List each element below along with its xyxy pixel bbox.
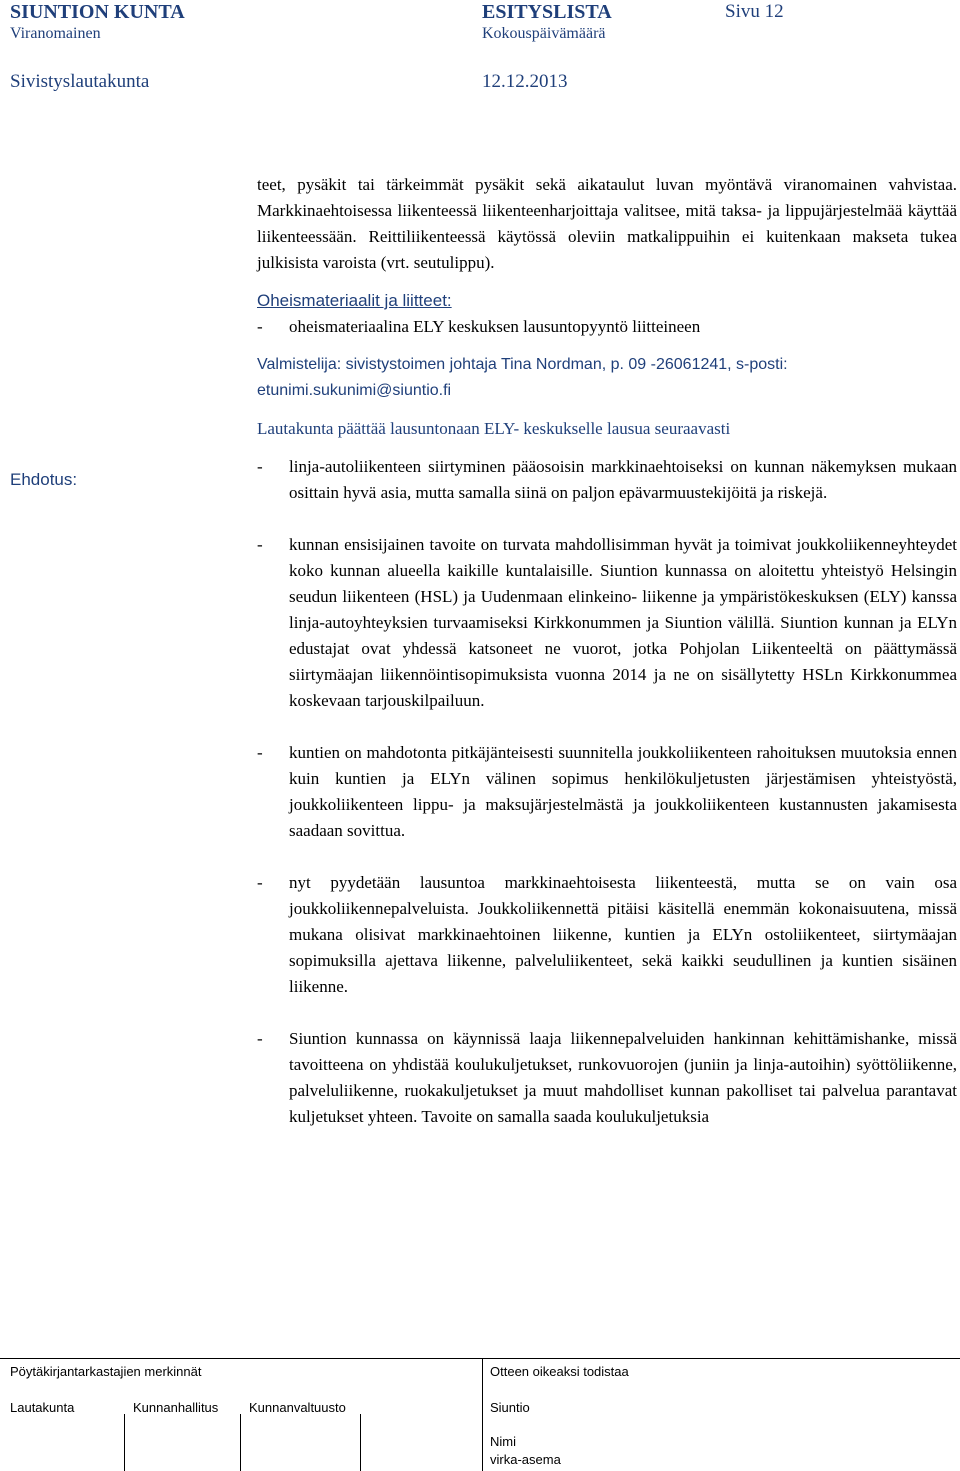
meeting-date-label: Kokouspäivämäärä [482,25,606,42]
page-number: Sivu 12 [725,1,784,22]
footer-col-divider-3 [360,1414,361,1471]
proposal-item-dash: - [257,743,263,762]
proposal-item-text: Siuntion kunnassa on käynnissä laaja liikennepalveluiden hankinnan kehittämishanke, missä tavoitteena on yhdistää koulukuljetukset, runkovuorojen (juniin ja linja-autoihin) syöttöliikenne, palveluliikenne, ruokakuljetukset ja muut mahdolliset kunnan pakolliset tai palvelua parantavat kuljetukset yhteen. Tavoite on samalla saada koulukuljetuksia [289,1029,957,1126]
proposal-item-dash: - [257,457,263,476]
proposal-item-text: kunnan ensisijainen tavoite on turvata mahdollisimman hyvät ja toimivat joukkoliikenneyhteydet koko kunnan alueella kaikille kuntalaisille. Siuntion kunnassa on aloitettu yhteistyö Helsingin seudun liikenteen (HSL) ja Uudenmaan elinkeino- liikenne ja ympäristökeskuksen (ELY) kanssa linja-autoyhteyksien turvaamiseksi Kirkkonummen ja Siuntion välillä. Siuntion kunnan ja ELYn edustajat ovat yhdessä katsoneet ne vuorot, jotka Pohjolan Liikenteeltä on päättymässä siirtymäajan liikennöintisopimuksista vuonna 2014 ja ne on sisällytetty HSLn Kirkkonummea koskevaan tarjouskilpailuun. [289,535,957,710]
footer-kunnanvaltuusto: Kunnanvaltuusto [249,1400,346,1415]
footer-divider [482,1358,483,1471]
proposal-item [257,1026,957,1130]
footer-place: Siuntio [490,1400,530,1415]
proposal-item-dash: - [257,1029,263,1048]
proposal-label: Ehdotus: [10,470,78,489]
preparer-line: Valmistelija: sivistystoimen johtaja Tina Nordman, p. 09 -26061241, s-posti: etunimi.sukunimi@siuntio.fi [257,356,788,399]
footer-kunnanhallitus: Kunnanhallitus [133,1400,219,1415]
meeting-date: 12.12.2013 [482,71,568,92]
proposal-item [257,870,957,1000]
proposal-item-dash: - [257,873,263,892]
proposal-item [257,454,957,506]
document-body [257,172,957,1130]
footer-col-divider-2 [240,1414,241,1471]
proposal-item-text: linja-autoliikenteen siirtyminen pääosoisin markkinaehtoiseksi on kunnan näkemyksen mukaan osittain hyvä asia, mutta samalla siinä on paljon epävarmuustekijöitä ja riskejä. [289,457,957,502]
footer-title: virka-asema [490,1452,561,1467]
footer-col-divider-1 [124,1414,125,1471]
minutes-checkers-label: Pöytäkirjantarkastajien merkinnät [10,1364,202,1379]
proposal-list [257,454,957,1130]
attachment-text: oheismateriaalina ELY keskuksen lausuntopyyntö liitteineen [289,317,701,336]
attachment-item [257,314,957,340]
proposal-item [257,532,957,714]
attachments-heading: Oheismateriaalit ja liitteet: [257,291,452,310]
page-footer [0,1358,960,1471]
attachment-dash: - [257,317,263,336]
proposal-item-text: nyt pyydetään lausuntoa markkinaehtoisesta liikenteestä, mutta se on vain osa joukkoliikennepalveluista. Joukkoliikennettä pitäisi käsitellä enemmän kokonaisuutena, missä mukana olisivat markkinaehtoinen liikenne, kuntien ja ELYn ostoliikenteet, siirtymäajan sopimuksilla ajettava liikenne, palveluliikenteet, sekä kaikki seudullinen ja kuntien sisäinen liikenne. [289,873,957,996]
proposal-item-dash: - [257,535,263,554]
footer-name: Nimi [490,1434,516,1449]
authority-label: Viranomainen [10,25,101,42]
intro-paragraph: teet, pysäkit tai tärkeimmät pysäkit sekä aikataulut luvan myöntävä viranomainen vahvistaa. Markkinaehtoisessa liikenteessä liikenteenharjoittaja valitsee, mitä taksa- ja lippujärjestelmää käyttää liikenteessään. Reittiliikenteessä käytössä oleviin matkalippuihin ei kuitenkaan makseta tukea julkisista varoista (vrt. seutulippu). [257,175,957,272]
proposal-item [257,740,957,844]
attachments-section [257,288,957,314]
proposal-text: Lautakunta päättää lausuntonaan ELY- keskukselle lausua seuraavasti [257,419,731,438]
municipality-name: SIUNTION KUNTA [10,1,185,23]
document-type: ESITYSLISTA [482,1,612,23]
footer-top-border [0,1358,960,1359]
certified-copy-label: Otteen oikeaksi todistaa [490,1364,629,1379]
committee-name: Sivistyslautakunta [10,71,150,92]
footer-lautakunta: Lautakunta [10,1400,75,1415]
proposal-item-text: kuntien on mahdotonta pitkäjänteisesti suunnitella joukkoliikenteen rahoituksen muutoksia ennen kuin kuntien ja ELYn välinen sopimus henkilökuljetusten järjestämisen yhteistyöstä, joukkoliikenteen lippu- ja maksujärjestelmästä ja joukkoliikenteen kustannusten jakamisesta saadaan sovittua. [289,743,957,840]
